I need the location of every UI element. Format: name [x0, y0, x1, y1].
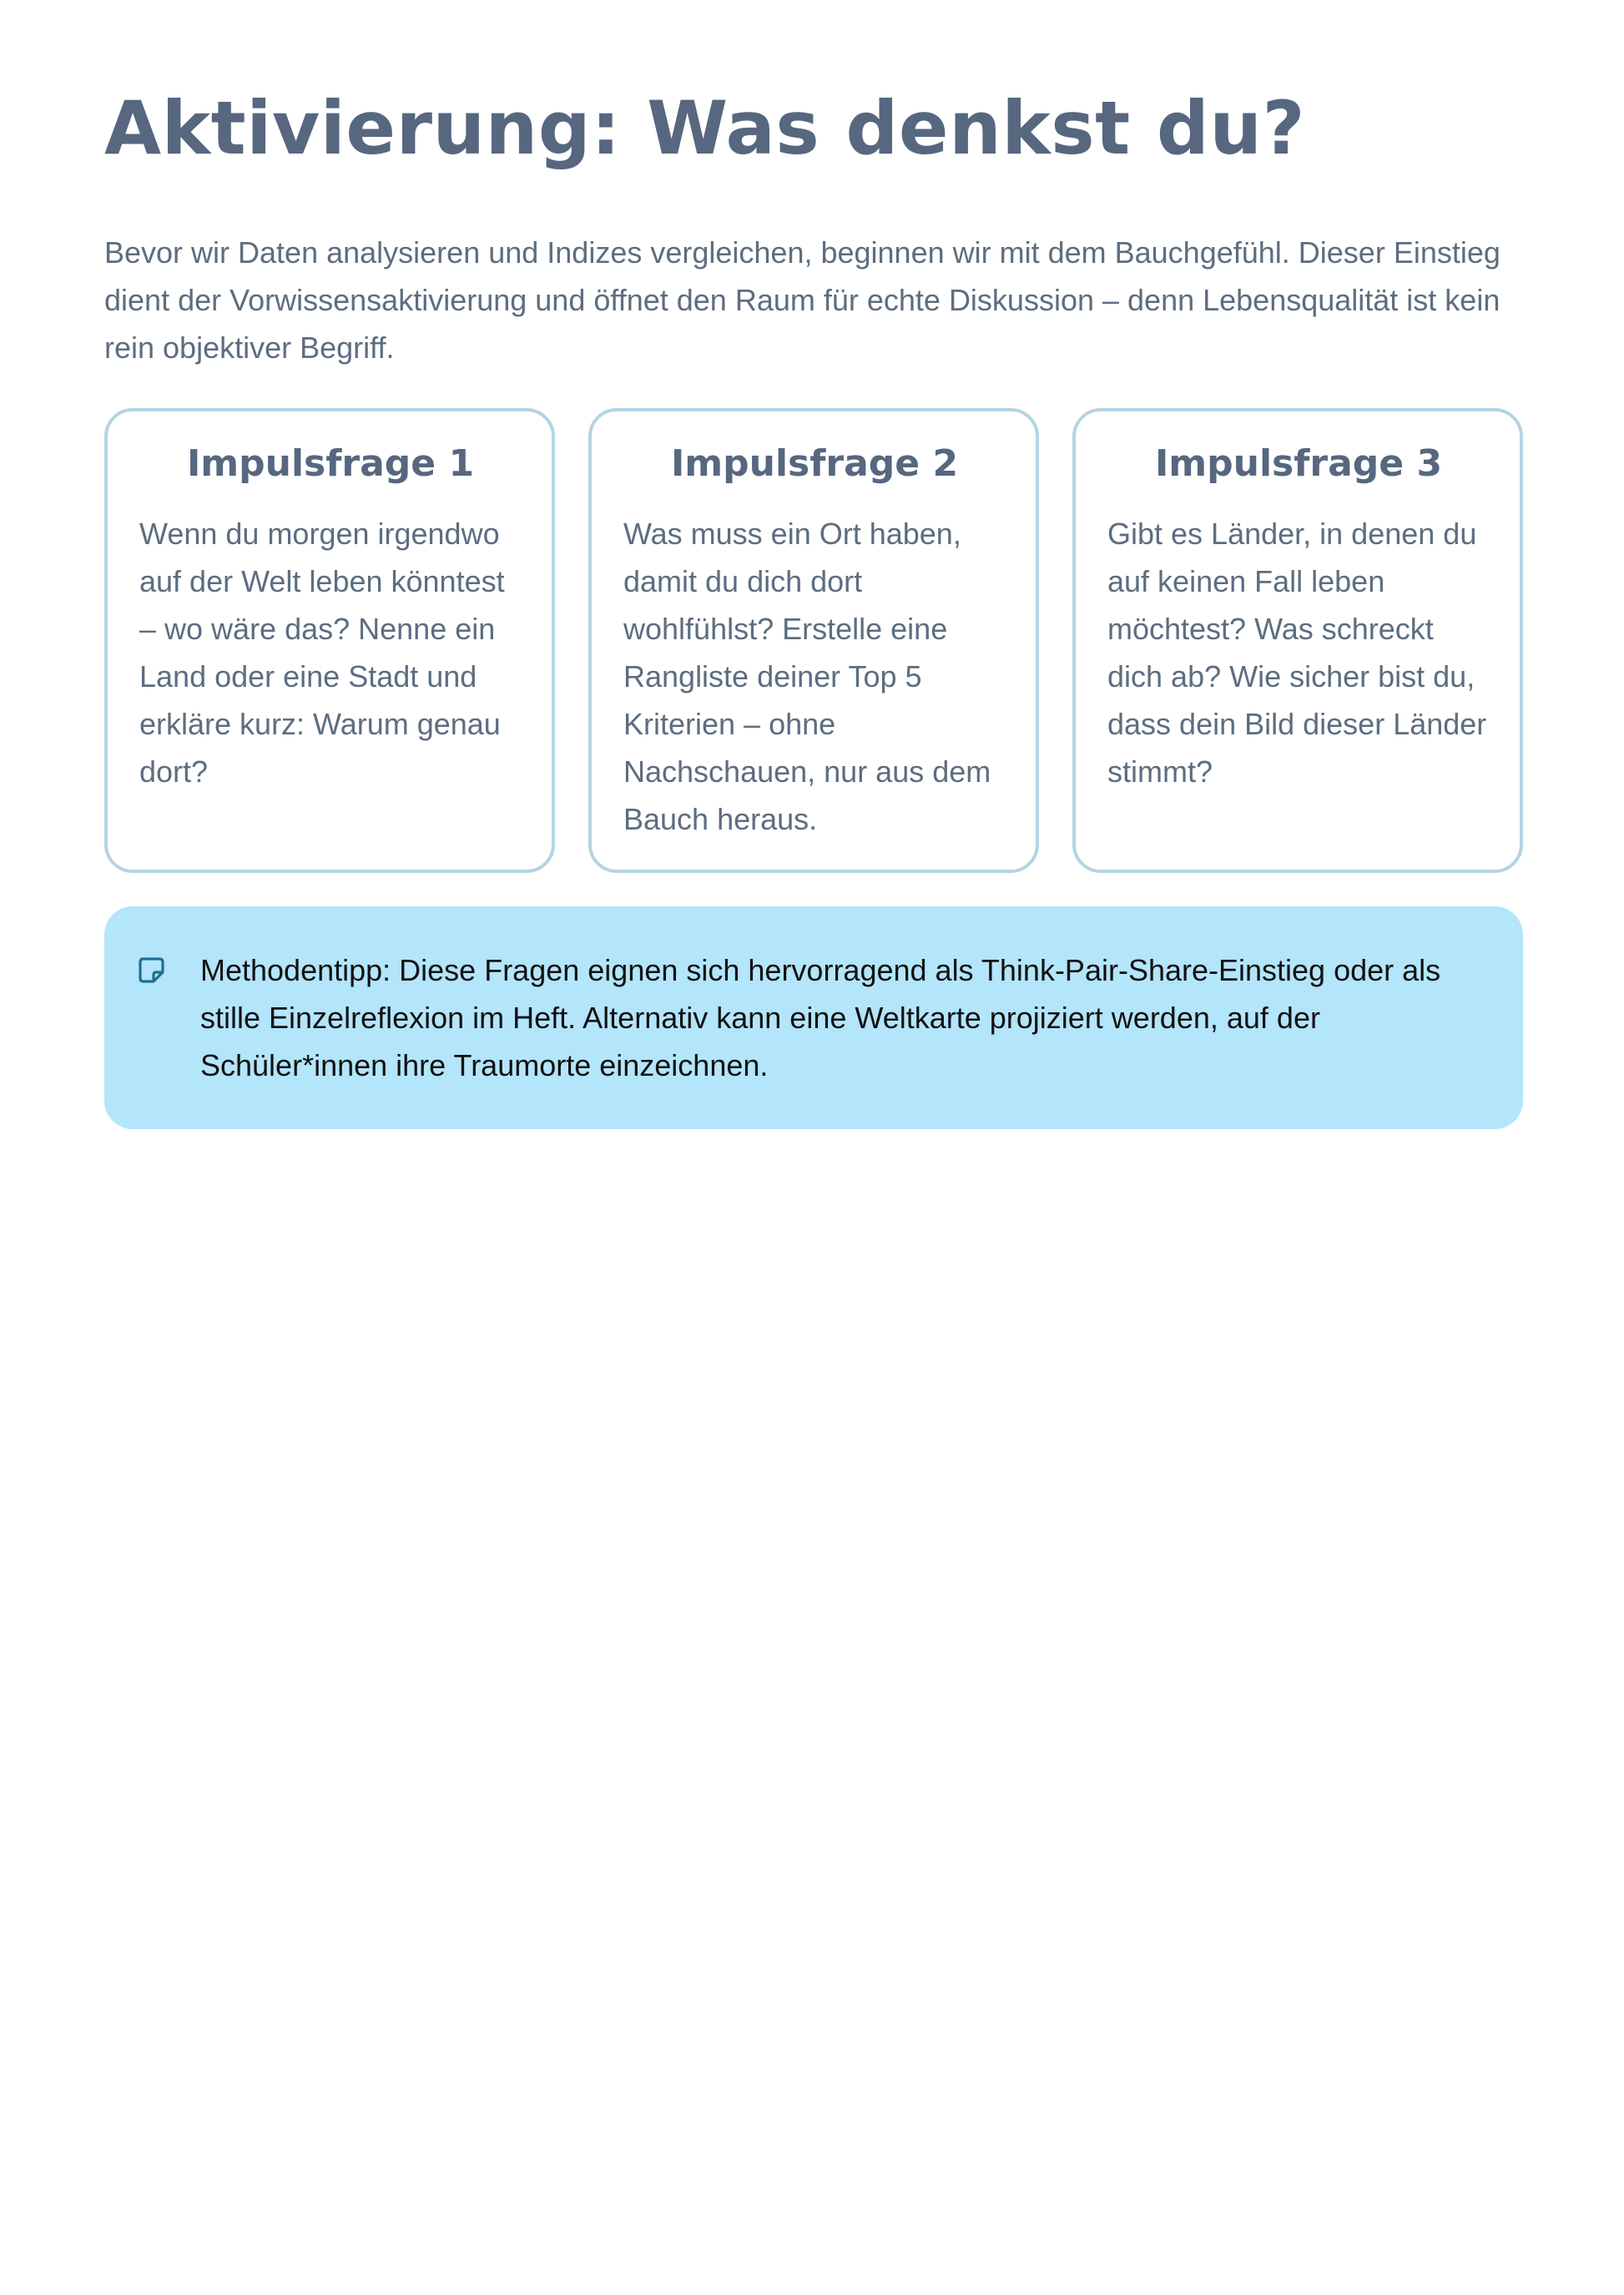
method-tip-box — [104, 906, 1523, 1129]
impulse-card-text: Wenn du morgen irgendwo auf der Welt leben könntest – wo wäre das? Nenne ein Land oder eine Stadt und erkläre kurz: Warum genau dort? — [139, 517, 505, 789]
sticky-note-icon — [138, 956, 166, 985]
impulse-card-text: Gibt es Länder, in denen du auf keinen Fall leben möchtest? Was schreckt dich ab? Wie sicher bist du, dass dein Bild dieser Länder stimmt? — [1107, 517, 1487, 789]
impulse-card-title: Impulsfrage 1 — [186, 442, 475, 485]
impulse-card-text: Was muss ein Ort haben, damit du dich dort wohlfühlst? Erstelle eine Rangliste deiner Top 5 Kriterien – ohne Nachschauen, nur aus dem Bauch heraus. — [623, 517, 991, 836]
impulse-card-title: Impulsfrage 2 — [670, 442, 959, 485]
impulse-card-3 — [1072, 408, 1523, 873]
impulse-card-1 — [104, 408, 555, 873]
impulse-card-title: Impulsfrage 3 — [1154, 442, 1443, 485]
page-title: Aktivierung: Was denkst du? — [104, 85, 1306, 171]
document-page — [104, 77, 1523, 1129]
impulse-question-cards — [104, 408, 1523, 873]
intro-paragraph: Bevor wir Daten analysieren und Indizes vergleichen, beginnen wir mit dem Bauchgefühl. Dieser Einstieg dient der Vorwissensaktivierung und öffnet den Raum für echte Diskussion – denn Lebensqualität ist kein rein objektiver Begriff. — [104, 235, 1500, 365]
method-tip-text: Methodentipp: Diese Fragen eignen sich hervorragend als Think-Pair-Share-Einstieg oder als stille Einzelreflexion im Heft. Alternativ kann eine Weltkarte projiziert werden, auf der Schüler*innen ihre Traumorte einzeichnen. — [200, 953, 1441, 1082]
impulse-card-2 — [588, 408, 1039, 873]
